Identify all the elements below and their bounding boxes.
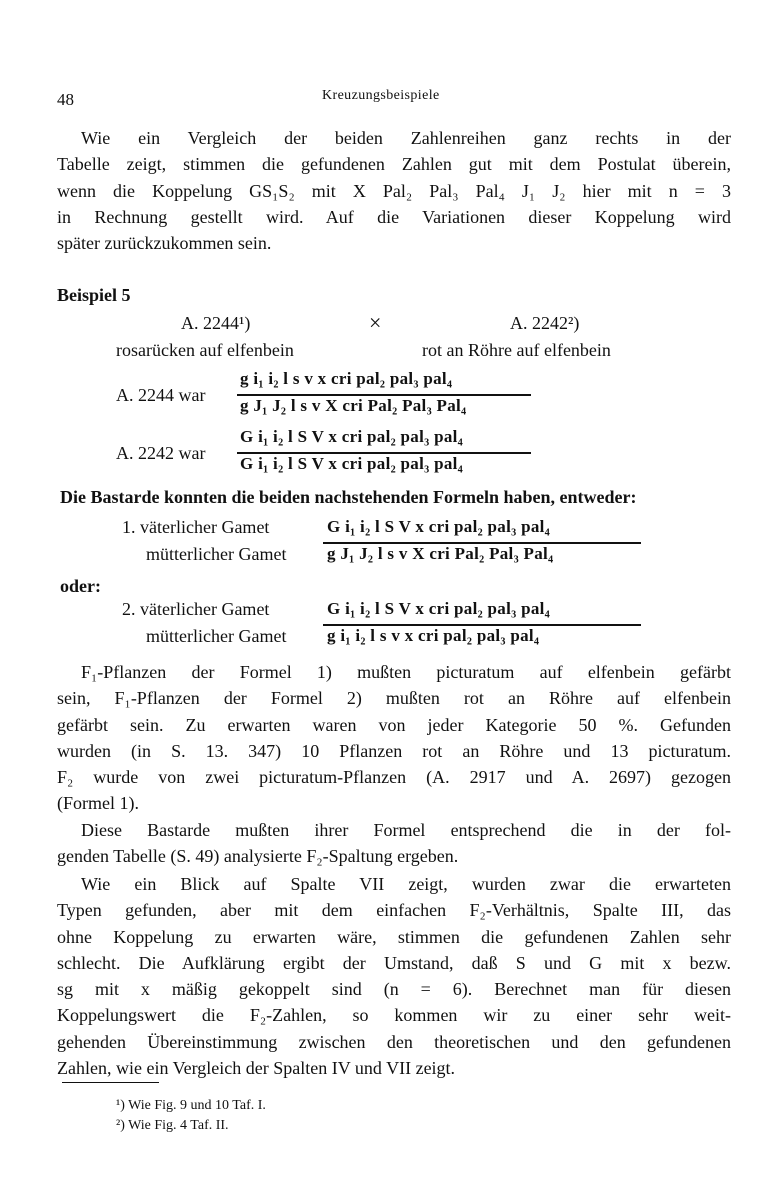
bastarde-paragraph (57, 817, 731, 870)
bastarde-intro: Die Bastarde konnten die beiden nachstehenden Formeln haben, entweder: (60, 487, 637, 507)
footnote-2: ²) Wie Fig. 4 Taf. II. (116, 1118, 229, 1133)
footnote-1: ¹) Wie Fig. 9 und 10 Taf. I. (116, 1098, 266, 1113)
cross-left-description: rosarücken auf elfenbein (116, 340, 294, 360)
footnote-rule (62, 1082, 159, 1083)
text-line: wenn die Koppelung GS₁S₂ mit X Pal₂ Pal₃ Pal₄ J₁ J₂ hier mit n = 3 (57, 180, 731, 201)
formula2-father-gamete: G i₁ i₂ l S V x cri pal₂ pal₃ pal₄ (327, 599, 551, 618)
formula1-father-gamete: G i₁ i₂ l S V x cri pal₂ pal₃ pal₄ (327, 517, 551, 536)
f1-paragraph (57, 659, 731, 817)
text-line: Typen gefunden, aber mit dem einfachen F₂-Verhältnis, Spalte III, das (57, 900, 731, 921)
formula1-mother-gamete: g J₁ J₂ l s v X cri Pal₂ Pal₃ Pal₄ (327, 544, 554, 563)
oder-label: oder: (60, 576, 101, 596)
text-line: gefärbt sein. Zu erwarten waren von jeder Kategorie 50 %. Gefunden (57, 714, 731, 735)
formula1-father-label: 1. väterlicher Gamet (122, 517, 270, 537)
a2244-numerator: g i₁ i₂ l s v x cri pal₂ pal₃ pal₄ (240, 369, 453, 388)
a2242-label: A. 2242 war (116, 443, 206, 463)
section-title: Beispiel 5 (57, 285, 131, 305)
text-line: (Formel 1). (57, 793, 139, 814)
a2244-label: A. 2244 war (116, 385, 206, 405)
text-line: schlecht. Die Aufklärung ergibt der Umstand, daß S und G mit x bezw. (57, 952, 731, 973)
a2242-denominator: G i₁ i₂ l S V x cri pal₂ pal₃ pal₄ (240, 454, 464, 473)
formula2-mother-label: mütterlicher Gamet (146, 626, 287, 646)
cross-left-parent: A. 2244¹) (181, 313, 251, 333)
intro-paragraph (57, 125, 731, 256)
text-line: genden Tabelle (S. 49) analysierte F₂-Spaltung ergeben. (57, 846, 459, 867)
text-line: Zahlen, wie ein Vergleich der Spalten IV und VII zeigt. (57, 1058, 456, 1079)
running-head: Kreuzungsbeispiele (322, 88, 440, 103)
text-line: Wie ein Blick auf Spalte VII zeigt, wurden zwar die erwarteten (81, 874, 731, 894)
text-line: wurden (in S. 13. 347) 10 Pflanzen rot an Röhre und 13 picturatum. (57, 740, 731, 761)
text-line: in Rechnung gestellt wird. Auf die Variationen dieser Koppelung wird (57, 206, 731, 227)
text-line: F₂ wurde von zwei picturatum-Pflanzen (A. 2917 und A. 2697) gezogen (57, 767, 731, 788)
text-line: F₁-Pflanzen der Formel 1) mußten picturatum auf elfenbein gefärbt (81, 662, 731, 682)
text-line: Tabelle zeigt, stimmen die gefundenen Zahlen gut mit dem Postulat überein, (57, 154, 731, 175)
text-line: ohne Koppelung zu erwarten wäre, stimmen die gefundenen Zahlen sehr (57, 926, 731, 947)
text-line: sg mit x mäßig gekoppelt sind (n = 6). Berechnet man für diesen (57, 979, 731, 1000)
a2242-numerator: G i₁ i₂ l S V x cri pal₂ pal₃ pal₄ (240, 427, 464, 446)
text-line: gehenden Übereinstimmung zwischen den theoretischen und den gefundenen (57, 1031, 731, 1052)
formula1-mother-label: mütterlicher Gamet (146, 544, 287, 564)
formula2-father-label: 2. väterlicher Gamet (122, 599, 270, 619)
a2244-denominator: g J₁ J₂ l s v X cri Pal₂ Pal₃ Pal₄ (240, 396, 467, 415)
page-number: 48 (57, 90, 74, 109)
cross-right-parent: A. 2242²) (510, 313, 580, 333)
text-line: Wie ein Vergleich der beiden Zahlenreihen ganz rechts in der (81, 128, 731, 148)
text-line: Diese Bastarde mußten ihrer Formel entsprechend die in der fol- (81, 820, 731, 840)
text-line: sein, F₁-Pflanzen der Formel 2) mußten rot an Röhre auf elfenbein (57, 688, 731, 709)
cross-right-description: rot an Röhre auf elfenbein (422, 340, 611, 360)
text-line: Koppelungswert die F₂-Zahlen, so kommen wir zu einer sehr weit- (57, 1005, 731, 1026)
cross-symbol: × (369, 310, 382, 335)
formula2-mother-gamete: g i₁ i₂ l s v x cri pal₂ pal₃ pal₄ (327, 626, 540, 645)
text-line: später zurückzukommen sein. (57, 233, 272, 254)
blick-paragraph (57, 871, 731, 1081)
